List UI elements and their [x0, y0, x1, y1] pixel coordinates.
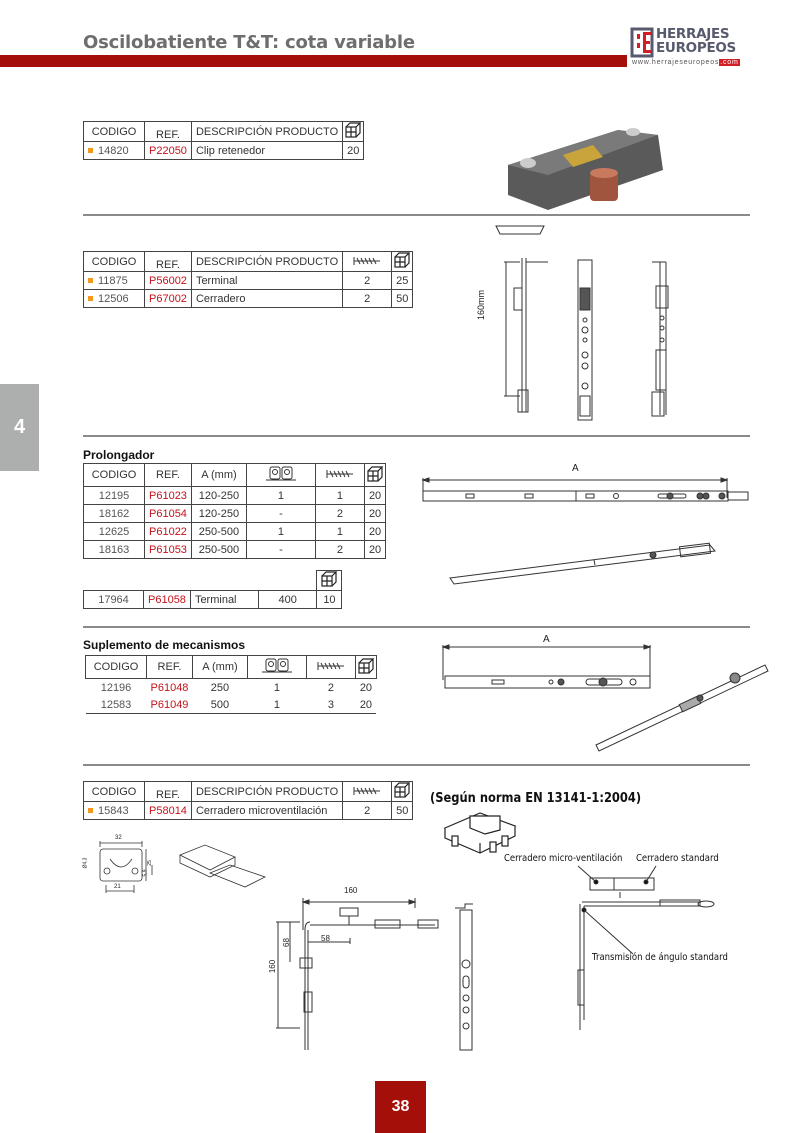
cell-codigo: 14820 [84, 142, 145, 160]
cell-codigo: 11875 [98, 274, 128, 287]
box-icon [357, 658, 375, 674]
header-pack [343, 122, 364, 142]
header-codigo: CODIGO [84, 464, 145, 487]
header-pack [392, 782, 413, 802]
screw-icon [354, 787, 380, 795]
header-screws [343, 782, 392, 802]
cell-ref: P56002 [145, 272, 192, 290]
cell-pack: 20 [364, 523, 385, 541]
table-row [84, 290, 413, 308]
cell-codigo: 12195 [84, 487, 145, 505]
cell-pack: 20 [359, 681, 373, 694]
cell-ref: P22050 [145, 142, 192, 160]
section-divider [83, 626, 750, 628]
cell-pack: 50 [392, 802, 413, 820]
cell-pack: 20 [364, 487, 385, 505]
label-cerradero-standard: Cerradero standard [636, 853, 719, 864]
logo-url [632, 59, 740, 66]
header-ref: REF. [145, 252, 192, 272]
angle-transmission-drawing [270, 880, 490, 1050]
table-row [84, 802, 413, 820]
header-ref: REF. [145, 122, 192, 142]
cell-desc: Clip retenedor [191, 142, 342, 160]
header-pack [364, 464, 385, 487]
dim-160-horizontal: 160 [344, 886, 358, 895]
cell-pack: 20 [364, 541, 385, 559]
cell-pack: 10 [317, 591, 342, 609]
box-icon [393, 252, 411, 268]
dim-5-9: 5,9 [142, 869, 149, 877]
dim-32: 32 [115, 835, 122, 841]
cell-ref: P61049 [147, 696, 193, 714]
table-suplemento [85, 655, 377, 714]
cell-desc: Terminal [190, 591, 258, 609]
header-desc: DESCRIPCIÓN PRODUCTO [191, 782, 342, 802]
cell-screws: 2 [343, 802, 392, 820]
cell-codigo: 17964 [84, 591, 144, 609]
cell-ref: P61022 [145, 523, 192, 541]
header-red-bar [0, 55, 627, 67]
logo-url-com: .com [720, 59, 739, 66]
cell-a: 120-250 [191, 505, 246, 523]
dim-21: 21 [114, 884, 121, 890]
header-desc: DESCRIPCIÓN PRODUCTO [191, 122, 342, 142]
cell-guides: - [246, 505, 315, 523]
table-row [84, 523, 386, 541]
logo-mark-icon [632, 29, 654, 57]
dim-160-vertical: 160 [268, 959, 278, 974]
cell-ref: P61054 [145, 505, 192, 523]
cell-pack: 20 [364, 505, 385, 523]
cell-pack: 20 [343, 142, 364, 160]
table-row [84, 487, 386, 505]
guide-icon [266, 466, 296, 482]
table-prolongador-terminal [83, 570, 342, 609]
norm-note: (Según norma EN 13141-1:2004) [430, 790, 642, 806]
cell-desc: Cerradero microventilación [191, 802, 342, 820]
table-clip-retenedor [83, 121, 364, 160]
dim-label-a: A [572, 463, 579, 474]
cell-desc: Cerradero [191, 290, 342, 308]
screw-icon [354, 257, 380, 265]
header-pack [317, 571, 342, 591]
table-row [84, 591, 342, 609]
section-title-prolongador: Prolongador [83, 448, 155, 462]
screw-icon [318, 662, 344, 670]
guide-icon [262, 658, 292, 674]
header-guides [247, 656, 306, 679]
cell-codigo: 12583 [86, 696, 147, 714]
bullet-icon [88, 808, 93, 813]
bullet-icon [88, 296, 93, 301]
header-screws [315, 464, 364, 487]
chapter-tab: 4 [0, 384, 39, 471]
cell-pack: 25 [392, 272, 413, 290]
table-row [86, 696, 377, 714]
cell-codigo: 15843 [98, 804, 129, 817]
section-divider [83, 764, 750, 766]
header-a: A (mm) [191, 464, 246, 487]
section-divider [83, 214, 750, 216]
header-codigo: CODIGO [84, 782, 145, 802]
cell-guides: 1 [247, 696, 306, 714]
angle-standard-drawing [560, 860, 760, 1030]
header-codigo: CODIGO [84, 252, 145, 272]
prolongador-drawing [420, 470, 760, 590]
cerradero-micro-image [440, 808, 520, 858]
bullet-icon [88, 148, 93, 153]
cell-codigo: 12506 [98, 292, 129, 305]
dim-68: 68 [281, 938, 291, 947]
table-row [86, 679, 377, 697]
table-prolongador [83, 463, 386, 559]
logo-line1: HERRAJES [656, 26, 730, 42]
clip-retenedor-image [498, 115, 668, 210]
cell-ref: P61023 [145, 487, 192, 505]
cell-screws: 2 [343, 272, 392, 290]
screw-icon [327, 470, 353, 478]
cell-pack: 50 [392, 290, 413, 308]
cell-pack: 20 [355, 696, 376, 714]
table-row [84, 505, 386, 523]
header-pack [392, 252, 413, 272]
dim-label-a: A [543, 634, 550, 645]
cell-ref: P61048 [150, 681, 189, 694]
cell-a: 250-500 [191, 523, 246, 541]
header-ref: REF. [145, 464, 192, 487]
dim-25: 25 [146, 860, 153, 866]
box-icon [393, 782, 411, 798]
suplemento-drawing [440, 640, 770, 750]
header-codigo: CODIGO [84, 122, 145, 142]
box-icon [320, 571, 338, 587]
cell-screws: 1 [315, 523, 364, 541]
cell-screws: 2 [327, 681, 334, 694]
header-ref: REF. [145, 782, 192, 802]
section-title-suplemento: Suplemento de mecanismos [83, 638, 246, 652]
cell-guides: 1 [273, 681, 280, 694]
cell-guides: 1 [246, 487, 315, 505]
cell-screws: 2 [343, 290, 392, 308]
header-screws [306, 656, 355, 679]
header-ref: REF. [147, 656, 193, 679]
cell-screws: 3 [306, 696, 355, 714]
cell-ref: P58014 [145, 802, 192, 820]
drawing-label-160mm: 160mm [476, 289, 486, 320]
cell-a: 250 [210, 681, 230, 694]
header-pack [355, 656, 376, 679]
cell-screws: 2 [315, 505, 364, 523]
page-title: Oscilobatiente T&T: cota variable [83, 32, 415, 53]
cell-screws: 2 [315, 541, 364, 559]
cell-ref: P61053 [145, 541, 192, 559]
table-terminal-cerradero [83, 251, 413, 308]
dim-58: 58 [321, 934, 330, 943]
logo-line2: EUROPEOS [656, 40, 736, 56]
cell-screws: 1 [315, 487, 364, 505]
cell-ref: P61058 [144, 591, 191, 609]
table-row [84, 541, 386, 559]
brand-logo [632, 27, 752, 73]
label-transmision: Transmisión de ángulo standard [592, 952, 728, 963]
cell-a: 500 [192, 696, 247, 714]
header-screws [343, 252, 392, 272]
box-icon [344, 122, 362, 138]
cell-a: 120-250 [191, 487, 246, 505]
section-divider [83, 435, 750, 437]
cell-codigo: 12196 [100, 681, 132, 694]
cell-a: 250-500 [191, 541, 246, 559]
cell-desc: Terminal [191, 272, 342, 290]
cerradero-dimension-drawing [80, 835, 280, 895]
bullet-icon [88, 278, 93, 283]
header-codigo: CODIGO [86, 656, 147, 679]
table-row [84, 272, 413, 290]
dim-diameter: Ø4,3 [82, 857, 89, 869]
cell-guides: - [246, 541, 315, 559]
logo-url-text: www.herrajeseuropeos [632, 59, 720, 66]
label-cerradero-micro: Cerradero micro-ventilación [504, 853, 623, 864]
page-number: 38 [375, 1081, 426, 1133]
header-desc: DESCRIPCIÓN PRODUCTO [191, 252, 342, 272]
box-icon [366, 466, 384, 482]
cell-a: 400 [258, 591, 317, 609]
cell-codigo: 18162 [84, 505, 145, 523]
cell-guides: 1 [246, 523, 315, 541]
cell-codigo: 18163 [84, 541, 145, 559]
cell-codigo: 12625 [84, 523, 145, 541]
header-a: A (mm) [192, 656, 247, 679]
header-guides [246, 464, 315, 487]
cell-ref: P67002 [145, 290, 192, 308]
terminal-drawing [480, 220, 680, 420]
table-cerradero-micro [83, 781, 413, 820]
